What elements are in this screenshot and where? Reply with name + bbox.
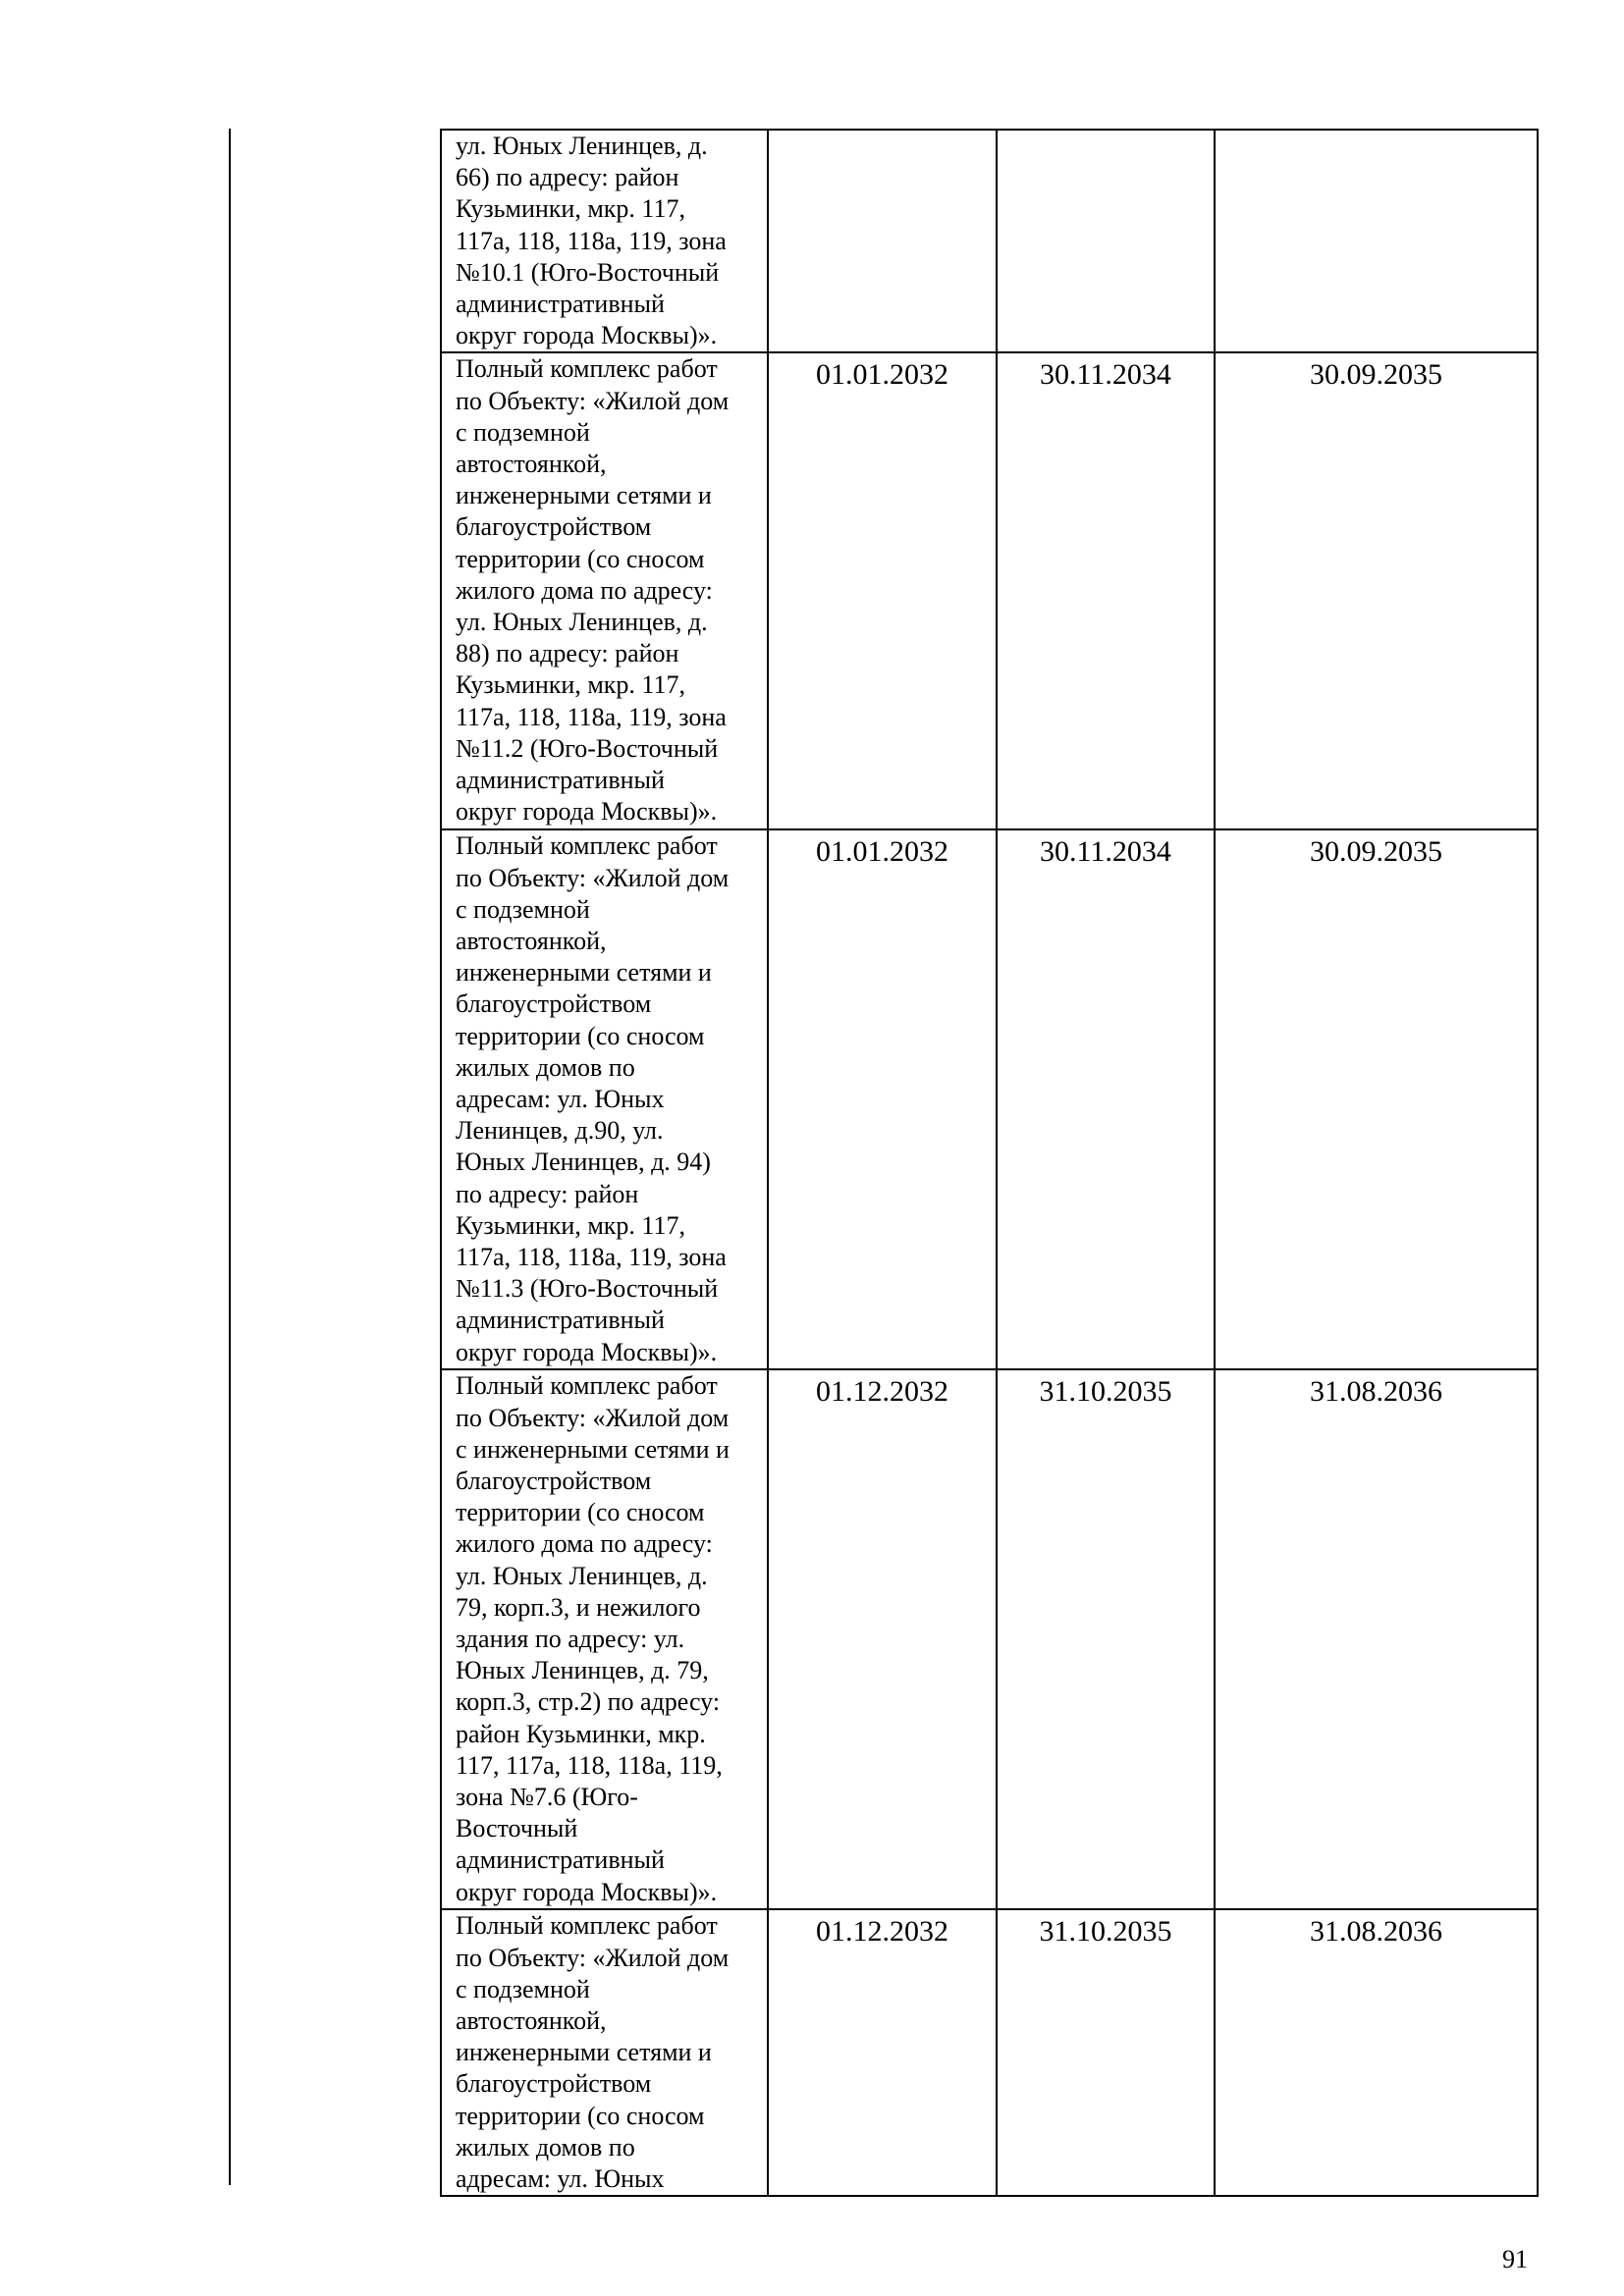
start-date-cell: 01.12.2032 [768,1369,997,1909]
end-date-cell: 31.10.2035 [997,1369,1215,1909]
completion-date-cell: 30.09.2035 [1215,829,1538,1369]
completion-date-cell: 31.08.2036 [1215,1369,1538,1909]
end-date-cell: 30.11.2034 [997,352,1215,829]
table-row [441,130,1538,352]
work-description-cell: Полный комплекс работ по Объекту: «Жилой дом с подземной автостоянкой, инженерными сетями и благоустройством территории (со сносом жилых домов по адресам: ул. Юных [441,1909,768,2196]
completion-date-cell: 30.09.2035 [1215,352,1538,829]
completion-date-cell: 31.08.2036 [1215,1909,1538,2196]
schedule-table [440,129,1539,2197]
table-row [441,352,1538,829]
start-date-cell: 01.12.2032 [768,1909,997,2196]
start-date-cell: 01.01.2032 [768,829,997,1369]
end-date-cell [997,130,1215,352]
start-date-cell: 01.01.2032 [768,352,997,829]
end-date-cell: 31.10.2035 [997,1909,1215,2196]
left-margin-rule [229,129,231,2185]
work-description-cell: ул. Юных Ленинцев, д. 66) по адресу: район Кузьминки, мкр. 117, 117а, 118, 118а, 119, зона №10.1 (Юго-Восточный административный округ города Москвы)». [441,130,768,352]
work-description-cell: Полный комплекс работ по Объекту: «Жилой дом с подземной автостоянкой, инженерными сетями и благоустройством территории (со сносом жилого дома по адресу: ул. Юных Ленинцев, д. 88) по адресу: район Кузьминки, мкр. 117, 117а, 118, 118а, 119, зона №11.2 (Юго-Восточный административный округ города Москвы)». [441,352,768,829]
table-row [441,1369,1538,1909]
completion-date-cell [1215,130,1538,352]
work-description-cell: Полный комплекс работ по Объекту: «Жилой дом с инженерными сетями и благоустройством территории (со сносом жилого дома по адресу: ул. Юных Ленинцев, д. 79, корп.3, и нежилого здания по адресу: ул. Юных Ленинцев, д. 79, корп.3, стр.2) по адресу: район Кузьминки, мкр. 117, 117а, 118, 118а, 119, зона №7.6 (Юго- Восточный административный округ города Москвы)». [441,1369,768,1909]
table-row [441,829,1538,1369]
page-number: 91 [1502,2245,1528,2273]
table-row [441,1909,1538,2196]
start-date-cell [768,130,997,352]
work-description-cell: Полный комплекс работ по Объекту: «Жилой дом с подземной автостоянкой, инженерными сетями и благоустройством территории (со сносом жилых домов по адресам: ул. Юных Ленинцев, д.90, ул. Юных Ленинцев, д. 94) по адресу: район Кузьминки, мкр. 117, 117а, 118, 118а, 119, зона №11.3 (Юго-Восточный административный округ города Москвы)». [441,829,768,1369]
end-date-cell: 30.11.2034 [997,829,1215,1369]
